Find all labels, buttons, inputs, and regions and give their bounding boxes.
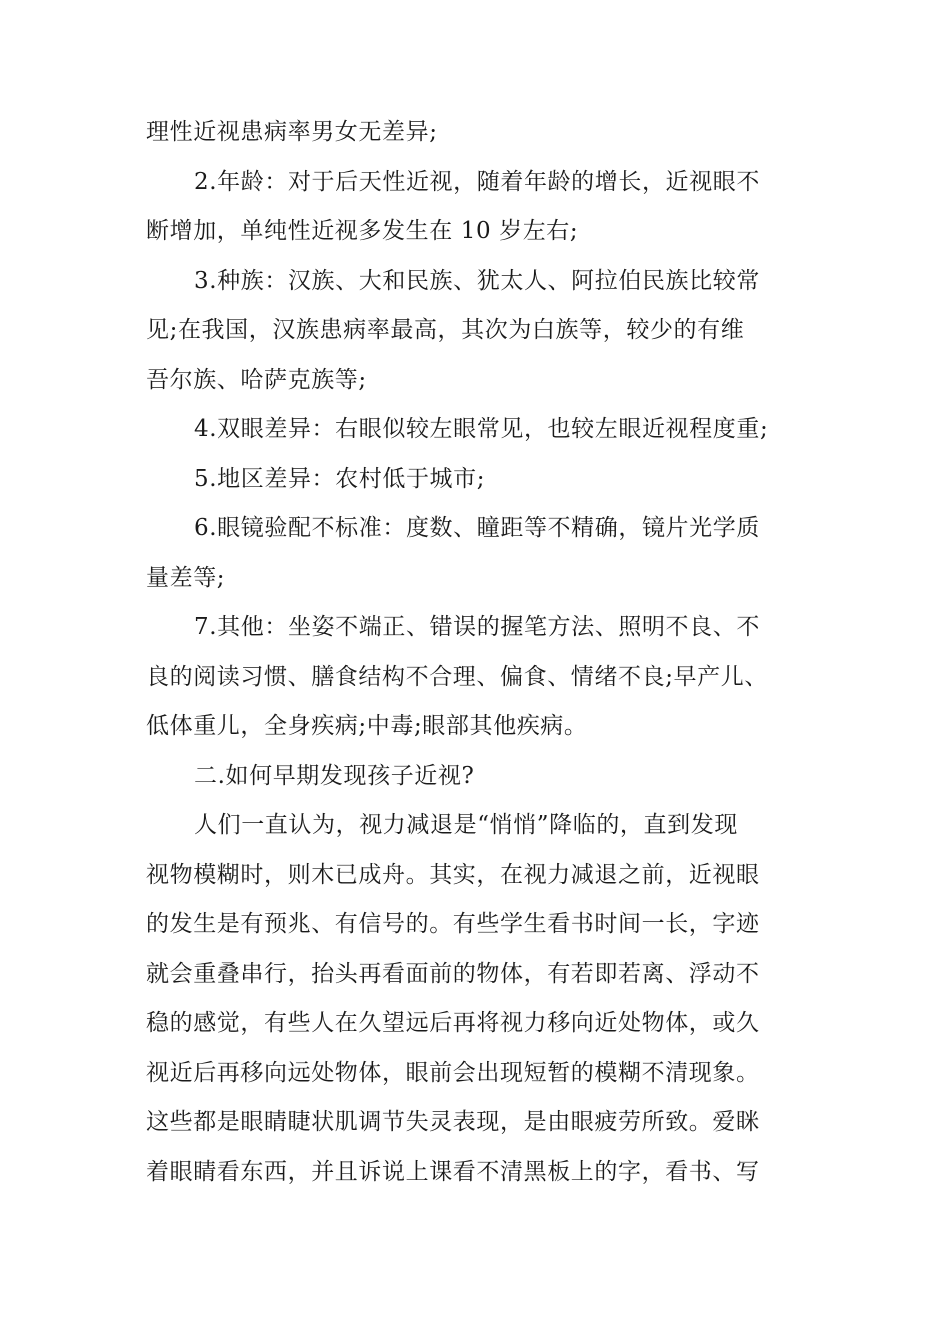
section-heading: 二.如何早期发现孩子近视? [194, 762, 475, 789]
text-line: 的发生是有预兆、有信号的。有些学生看书时间一长，字迹 [146, 911, 760, 937]
text-line: 3.种族：汉族、大和民族、犹太人、阿拉伯民族比较常 [194, 267, 760, 294]
text-line: 断增加，单纯性近视多发生在 10 岁左右; [146, 218, 579, 244]
text-line: 人们一直认为，视力减退是“悄悄”降临的，直到发现 [194, 812, 738, 838]
text-line: 7.其他：坐姿不端正、错误的握笔方法、照明不良、不 [194, 614, 760, 640]
document-body [146, 108, 826, 1197]
text-line: 量差等; [146, 564, 226, 591]
text-line: 稳的感觉，有些人在久望远后再将视力移向近处物体，或久 [146, 1010, 760, 1036]
text-line: 理性近视患病率男女无差异; [146, 119, 438, 145]
text-line: 5.地区差异：农村低于城市; [194, 465, 486, 492]
text-line: 4.双眼差异：右眼似较左眼常见，也较左眼近视程度重; [194, 416, 769, 442]
text-line: 良的阅读习惯、膳食结构不合理、偏食、情绪不良;早产儿、 [146, 663, 768, 690]
text-line: 视近后再移向远处物体，眼前会出现短暂的模糊不清现象。 [146, 1059, 760, 1086]
text-line: 见;在我国，汉族患病率最高，其次为白族等，较少的有维 [146, 317, 745, 343]
text-line: 吾尔族、哈萨克族等; [146, 366, 367, 393]
text-line: 就会重叠串行，抬头再看面前的物体，有若即若离、浮动不 [146, 960, 760, 987]
text-line: 6.眼镜验配不标准：度数、瞳距等不精确，镜片光学质 [194, 515, 760, 541]
text-line: 着眼睛看东西，并且诉说上课看不清黑板上的字，看书、写 [146, 1158, 760, 1185]
text-line: 这些都是眼睛睫状肌调节失灵表现，是由眼疲劳所致。爱眯 [146, 1109, 760, 1135]
text-line: 低体重儿，全身疾病;中毒;眼部其他疾病。 [146, 713, 588, 739]
text-line: 2.年龄：对于后天性近视，随着年龄的增长，近视眼不 [194, 168, 760, 195]
text-line: 视物模糊时，则木已成舟。其实，在视力减退之前，近视眼 [146, 861, 760, 888]
